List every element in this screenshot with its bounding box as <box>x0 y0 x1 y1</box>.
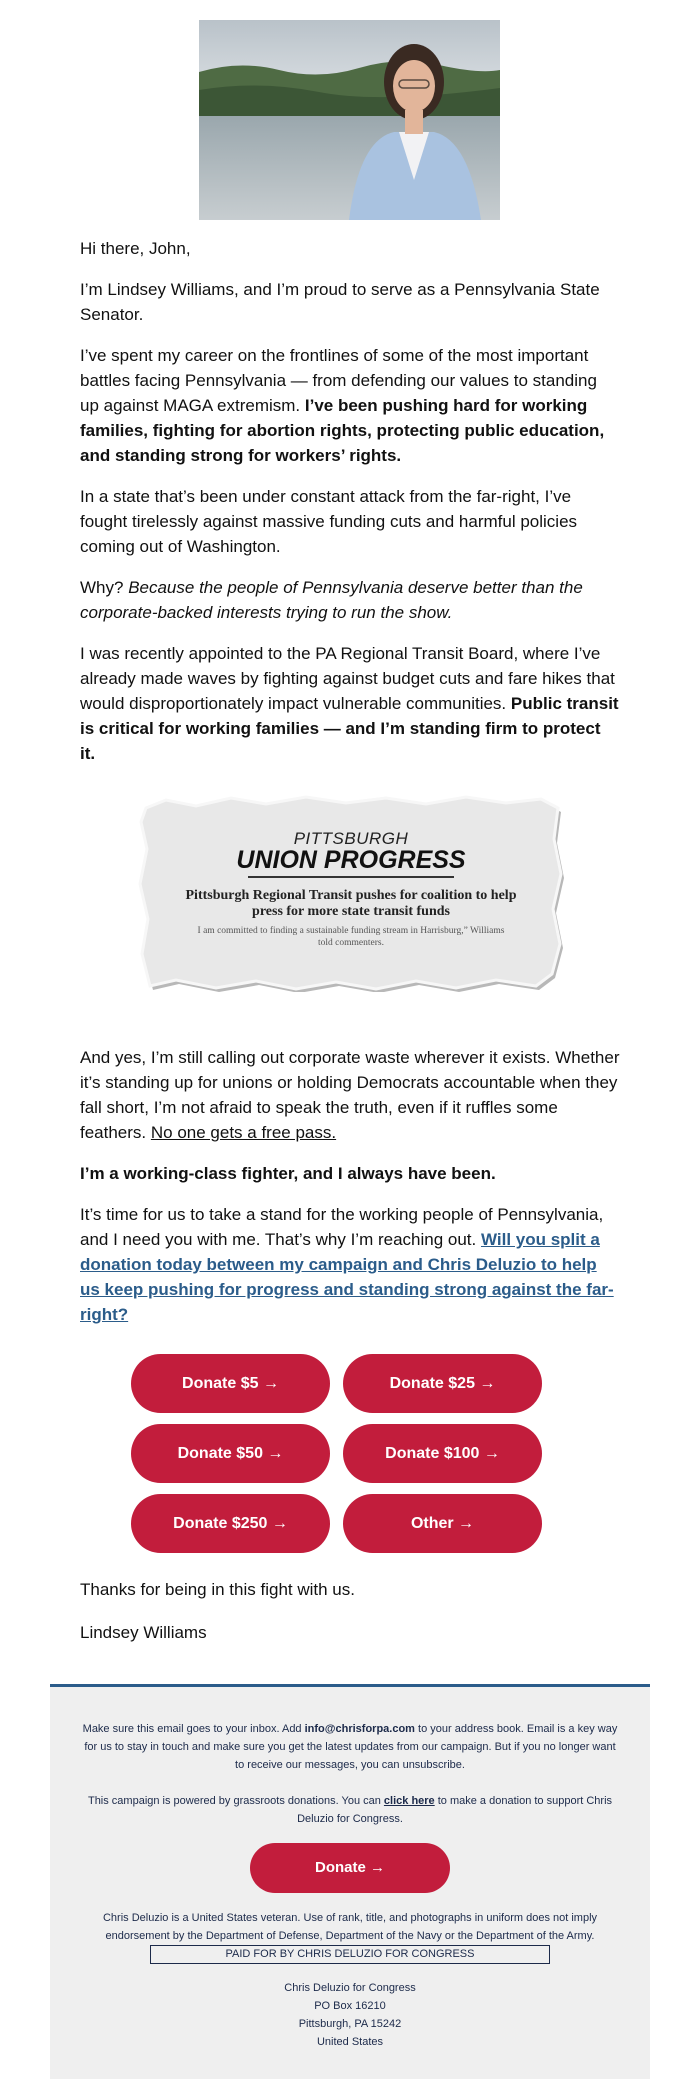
footer-donate-button[interactable]: Donate → <box>250 1843 450 1893</box>
clipping-quote-1: I am committed to finding a sustainable funding stream in Harrisburg,” Williams <box>197 926 505 936</box>
letter-body-continued <box>80 1045 620 1343</box>
address-line: Pittsburgh, PA 15242 <box>298 2018 402 2030</box>
corporate-waste-paragraph: And yes, I’m still calling out corporate waste wherever it exists. Whether it’s standing up for unions or holding Democrats accountable when they fall short, I’m not afraid to speak the truth, even if it ruffles some feathers. No one gets a free pass. <box>80 1048 620 1142</box>
email-footer <box>50 1684 650 2079</box>
greeting: Hi there, John, <box>80 239 191 258</box>
donate-100-button[interactable]: Donate $100 → <box>343 1424 542 1483</box>
thanks-line: Thanks for being in this fight with us. <box>80 1580 355 1599</box>
donate-other-button[interactable]: Other → <box>343 1494 542 1553</box>
grassroots-notice: This campaign is powered by grassroots donations. You can click here to make a donation to support Chris Deluzio for Congress. <box>87 1795 613 1825</box>
news-clipping <box>136 794 566 992</box>
masthead-rule <box>248 876 454 878</box>
transit-paragraph: I was recently appointed to the PA Regional Transit Board, where I’ve already made waves by fighting against budget cuts and fare hikes that would disproportionately impact vulnerable communities. Public transit is critical for working families — and I’m standing firm to protect it. <box>80 644 619 763</box>
donate-250-button[interactable]: Donate $250 → <box>131 1494 330 1553</box>
ask-paragraph: It’s time for us to take a stand for the working people of Pennsylvania, and I need you with me. That’s why I’m reaching out. Will you split a donation today between my campaign and Chris Deluzio to help us keep pushing for progress and standing strong against the far-right? <box>80 1205 614 1324</box>
veteran-disclaimer: Chris Deluzio is a United States veteran. Use of rank, title, and photographs in uniform does not imply endorsement by the Department of Defense, Department of the Navy or the Department of the Army. <box>102 1912 598 1942</box>
intro-paragraph: I’m Lindsey Williams, and I’m proud to serve as a Pennsylvania State Senator. <box>80 280 600 324</box>
contact-email: info@chrisforpa.com <box>304 1723 415 1735</box>
signoff <box>80 1577 620 1663</box>
attack-paragraph: In a state that’s been under constant attack from the far-right, I’ve fought tirelessly against massive funding cuts and harmful policies coming out of Washington. <box>80 487 578 556</box>
address-line: United States <box>316 2036 384 2048</box>
hero-photo <box>199 20 500 220</box>
signature-name: Lindsey Williams <box>80 1623 207 1642</box>
career-paragraph: I’ve spent my career on the frontlines of some of the most important battles facing Pennsylvania — from defending our values to standing up against MAGA extremism. I’ve been pushing hard for working families, fighting for abortion rights, protecting public education, and standing strong for workers’ rights. <box>80 346 605 465</box>
inbox-notice: Make sure this email goes to your inbox. Add info@chrisforpa.com to your address book. Email is a key way for us to stay in touch and make sure you get the latest updates from our campaign. But if you no longer want to receive our messages, you can unsubscribe. <box>82 1723 618 1771</box>
donate-5-button[interactable]: Donate $5 → <box>131 1354 330 1413</box>
paid-for-disclaimer: PAID FOR BY CHRIS DELUZIO FOR CONGRESS <box>150 1945 550 1964</box>
mailing-address <box>200 1979 500 2051</box>
donate-25-button[interactable]: Donate $25 → <box>343 1354 542 1413</box>
masthead-top: PITTSBURGH <box>293 829 409 848</box>
click-here-link[interactable]: click here <box>383 1795 435 1807</box>
address-line: Chris Deluzio for Congress <box>284 1982 416 1994</box>
letter-body <box>80 236 620 782</box>
address-line: PO Box 16210 <box>314 2000 386 2012</box>
split-donation-link[interactable]: Will you split a donation today between my campaign and Chris Deluzio to help us keep pushing for progress and standing strong against the far-right? <box>80 1230 614 1324</box>
donate-50-button[interactable]: Donate $50 → <box>131 1424 330 1483</box>
clipping-quote-2: told commenters. <box>318 938 384 948</box>
hero-photo-illustration <box>199 20 500 220</box>
masthead-bottom: UNION PROGRESS <box>236 846 466 874</box>
clipping-headline-2: press for more state transit funds <box>252 904 450 919</box>
why-paragraph: Why? Because the people of Pennsylvania deserve better than the corporate-backed interests trying to run the show. <box>80 578 583 622</box>
fighter-paragraph: I’m a working-class fighter, and I always have been. <box>80 1164 496 1183</box>
clipping-headline-1: Pittsburgh Regional Transit pushes for coalition to help <box>185 888 517 903</box>
